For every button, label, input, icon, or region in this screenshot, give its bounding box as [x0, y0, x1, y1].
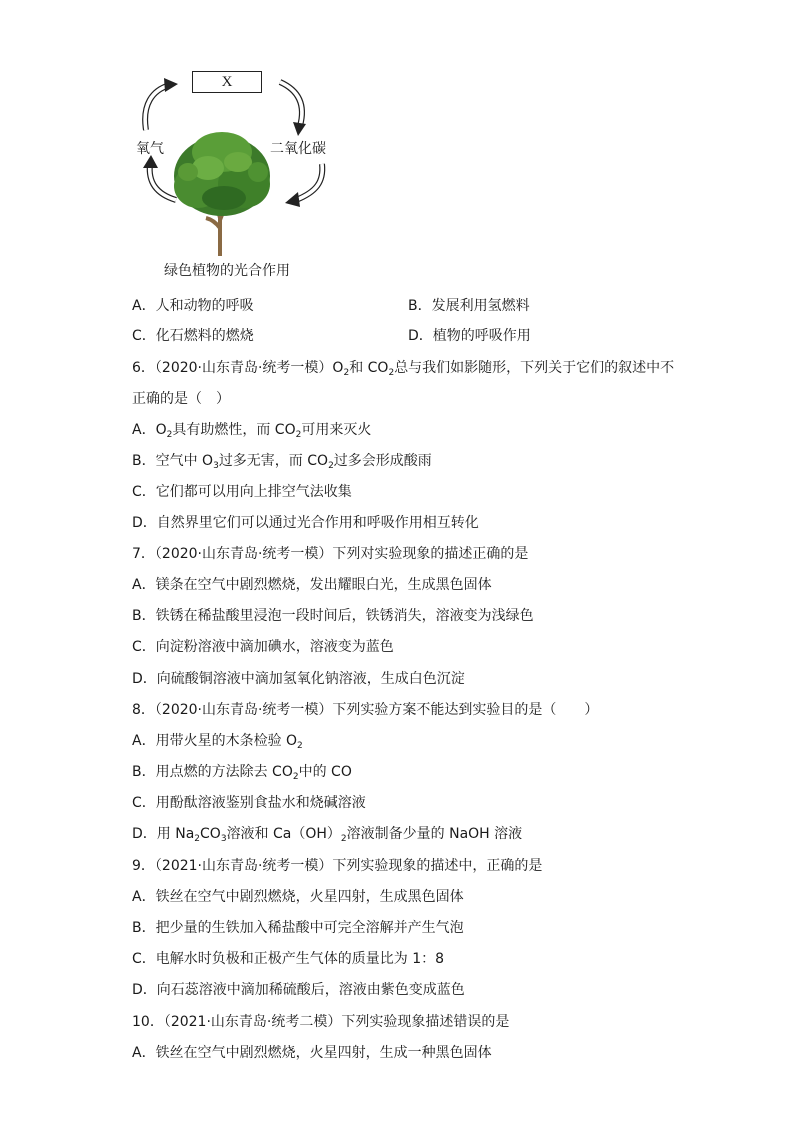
q8-d-text-3: 溶液和 Ca（OH） [226, 826, 341, 842]
unknown-x-box [192, 71, 262, 93]
x-label: X [221, 73, 233, 90]
green-tree-icon [168, 128, 276, 256]
q7-option-c: C．向淀粉溶液中滴加碘水，溶液变为蓝色 [132, 639, 394, 655]
q9-option-c: C．电解水时负极和正极产生气体的质量比为 1：8 [132, 951, 445, 967]
q8-d-text-1: D．用 Na [132, 826, 195, 842]
q7-option-d: D．向硫酸铜溶液中滴加氢氧化钠溶液，生成白色沉淀 [132, 671, 465, 687]
q6-sub: 2 [328, 461, 334, 471]
q6-b-text-1: B．空气中 O [132, 453, 214, 469]
q10-option-a: A．铁丝在空气中剧烈燃烧，火星四射，生成一种黑色固体 [132, 1045, 492, 1061]
q8-b-text-1: B．用点燃的方法除去 CO [132, 764, 293, 780]
q8-sub: 2 [194, 834, 201, 844]
q8-sub: 2 [292, 772, 299, 782]
q8-option-a [132, 731, 303, 751]
q6-stem-text-2: 和 CO [349, 360, 389, 376]
oxygen-label: 氧气 [136, 141, 164, 157]
q6-stem-line-1 [132, 358, 674, 378]
q6-b-text-2: 过多无害，而 CO [218, 453, 329, 469]
q8-sub: 2 [340, 834, 347, 844]
q6-b-text-3: 过多会形成酸雨 [333, 453, 432, 469]
q8-sub: 3 [220, 834, 227, 844]
q6-sub: 2 [343, 368, 350, 378]
q6-option-b [132, 451, 432, 471]
q6-sub: 3 [213, 461, 219, 471]
q8-stem: 8．（2020·山东青岛·统考一模）下列实验方案不能达到实验目的是（ ） [132, 702, 599, 718]
q6-option-d: D．自然界里它们可以通过光合作用和呼吸作用相互转化 [132, 515, 479, 531]
q6-option-a [132, 420, 371, 440]
q5-option-c: C．化石燃料的燃烧 [132, 328, 254, 344]
q8-option-c: C．用酚酞溶液鉴别食盐水和烧碱溶液 [132, 795, 366, 811]
q6-sub: 2 [166, 430, 173, 440]
q5-option-b: B．发展利用氢燃料 [408, 298, 530, 314]
q8-d-text-4: 溶液制备少量的 NaOH 溶液 [346, 826, 523, 842]
q8-option-d [132, 824, 522, 844]
diagram-caption: 绿色植物的光合作用 [164, 263, 290, 279]
q8-d-text-2: CO [200, 826, 221, 842]
q8-sub: 2 [297, 741, 303, 751]
q8-option-b [132, 762, 352, 782]
q6-a-text-1: A．O [132, 422, 167, 438]
q7-option-a: A．镁条在空气中剧烈燃烧，发出耀眼白光，生成黑色固体 [132, 577, 492, 593]
q9-option-d: D．向石蕊溶液中滴加稀硫酸后，溶液由紫色变成蓝色 [132, 982, 465, 998]
q6-stem-text-3: 总与我们如影随形，下列关于它们的叙述中不 [394, 360, 675, 376]
q5-option-d: D．植物的呼吸作用 [408, 328, 531, 344]
q6-sub: 2 [295, 430, 302, 440]
q9-option-a: A．铁丝在空气中剧烈燃烧，火星四射，生成黑色固体 [132, 889, 464, 905]
q6-stem-line-2: 正确的是（ ） [132, 391, 230, 407]
q10-stem: 10．（2021·山东青岛·统考二模）下列实验现象描述错误的是 [132, 1014, 510, 1030]
carbon-dioxide-label: 二氧化碳 [270, 141, 326, 157]
q8-b-text-2: 中的 CO [298, 764, 352, 780]
q9-stem: 9．（2021·山东青岛·统考一模）下列实验现象的描述中，正确的是 [132, 858, 543, 874]
q5-option-a: A．人和动物的呼吸 [132, 298, 254, 314]
q6-sub: 2 [388, 368, 395, 378]
q7-stem: 7．（2020·山东青岛·统考一模）下列对实验现象的描述正确的是 [132, 546, 529, 562]
q8-a-text: A．用带火星的木条检验 O [132, 733, 298, 749]
q7-option-b: B．铁锈在稀盐酸里浸泡一段时间后，铁锈消失，溶液变为浅绿色 [132, 608, 534, 624]
q6-a-text-2: 具有助燃性，而 CO [172, 422, 296, 438]
q6-stem-text-1: 6．（2020·山东青岛·统考一模）O [132, 360, 344, 376]
q6-option-c: C．它们都可以用向上排空气法收集 [132, 484, 352, 500]
q9-option-b: B．把少量的生铁加入稀盐酸中可完全溶解并产生气泡 [132, 920, 464, 936]
carbon-oxygen-cycle-diagram [120, 60, 360, 280]
q6-a-text-3: 可用来灭火 [301, 422, 372, 438]
